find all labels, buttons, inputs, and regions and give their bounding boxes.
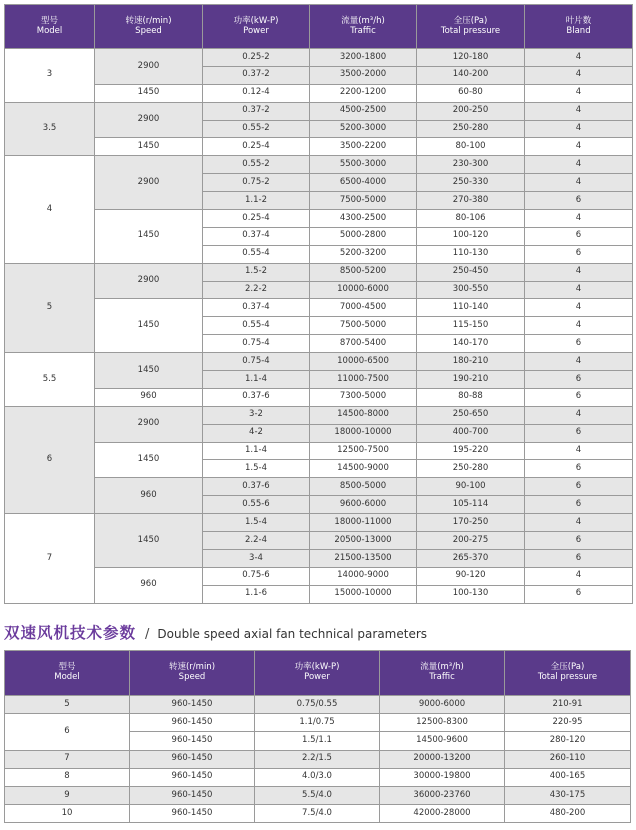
- header-en: Bland: [566, 25, 591, 36]
- power-cell: 1.1-4: [203, 442, 310, 460]
- power-cell: 0.55-2: [203, 156, 310, 174]
- header-cn: 功率(kW-P): [233, 15, 279, 26]
- power-cell: 0.37-6: [203, 388, 310, 406]
- pressure-cell: 480-200: [505, 805, 631, 823]
- header-power: [203, 5, 310, 49]
- speed-cell: 2900: [95, 49, 203, 85]
- speed-cell: 1450: [95, 514, 203, 568]
- speed-cell: 2900: [95, 406, 203, 442]
- model-cell: 8: [5, 768, 130, 786]
- pressure-cell: 220-95: [505, 714, 631, 732]
- header-cn: 流量(m³/h): [341, 15, 385, 26]
- header-power: [255, 651, 380, 696]
- table-row: [5, 406, 633, 424]
- power-cell: 0.55-2: [203, 120, 310, 138]
- traffic-cell: 7000-4500: [310, 299, 417, 317]
- pressure-cell: 250-650: [417, 406, 525, 424]
- header-en: Power: [304, 672, 330, 682]
- power-cell: 2.2/1.5: [255, 750, 380, 768]
- single-speed-spec-table: [4, 4, 633, 604]
- header-cn: 功率(kW-P): [294, 662, 340, 673]
- blades-cell: 6: [525, 227, 633, 245]
- traffic-cell: 9600-6000: [310, 496, 417, 514]
- blades-cell: 4: [525, 567, 633, 585]
- blades-cell: 6: [525, 424, 633, 442]
- power-cell: 0.55-6: [203, 496, 310, 514]
- table-row: [5, 353, 633, 371]
- traffic-cell: 4500-2500: [310, 102, 417, 120]
- traffic-cell: 7300-5000: [310, 388, 417, 406]
- power-cell: 0.25-4: [203, 210, 310, 228]
- traffic-cell: 30000-19800: [380, 768, 505, 786]
- traffic-cell: 15000-10000: [310, 585, 417, 603]
- power-cell: 0.75-2: [203, 174, 310, 192]
- model-cell: 5: [5, 263, 95, 352]
- model-cell: 7: [5, 514, 95, 603]
- pressure-cell: 190-210: [417, 371, 525, 389]
- table-row: [5, 442, 633, 460]
- header-traffic: [310, 5, 417, 49]
- power-cell: 4-2: [203, 424, 310, 442]
- header-cn: 型号: [40, 15, 58, 26]
- pressure-cell: 60-80: [417, 84, 525, 102]
- traffic-cell: 21500-13500: [310, 549, 417, 567]
- speed-cell: 960-1450: [130, 696, 255, 714]
- traffic-cell: 8500-5000: [310, 478, 417, 496]
- table-row: [5, 263, 633, 281]
- section-title: [4, 621, 427, 645]
- traffic-cell: 3500-2200: [310, 138, 417, 156]
- power-cell: 0.75-4: [203, 335, 310, 353]
- traffic-cell: 8700-5400: [310, 335, 417, 353]
- model-cell: 5: [5, 696, 130, 714]
- pressure-cell: 90-120: [417, 567, 525, 585]
- traffic-cell: 5200-3000: [310, 120, 417, 138]
- power-cell: 1.1-4: [203, 371, 310, 389]
- power-cell: 1.5/1.1: [255, 732, 380, 750]
- blades-cell: 4: [525, 263, 633, 281]
- power-cell: 4.0/3.0: [255, 768, 380, 786]
- table-row: [5, 750, 631, 768]
- pressure-cell: 100-120: [417, 227, 525, 245]
- header-en: Model: [36, 25, 63, 36]
- table-row: [5, 478, 633, 496]
- power-cell: 1.1-2: [203, 192, 310, 210]
- blades-cell: 6: [525, 585, 633, 603]
- model-cell: 10: [5, 805, 130, 823]
- double-speed-table-body: [5, 696, 631, 823]
- pressure-cell: 140-170: [417, 335, 525, 353]
- speed-cell: 1450: [95, 299, 203, 353]
- header-total-pressure: [417, 5, 525, 49]
- single-speed-table-body: [5, 49, 633, 604]
- power-cell: 1.1/0.75: [255, 714, 380, 732]
- model-cell: 3: [5, 49, 95, 103]
- speed-cell: 960: [95, 478, 203, 514]
- pressure-cell: 250-450: [417, 263, 525, 281]
- blades-cell: 6: [525, 549, 633, 567]
- header-en: Model: [54, 672, 80, 682]
- table-row: [5, 696, 631, 714]
- traffic-cell: 6500-4000: [310, 174, 417, 192]
- traffic-cell: 18000-11000: [310, 514, 417, 532]
- traffic-cell: 42000-28000: [380, 805, 505, 823]
- blades-cell: 4: [525, 317, 633, 335]
- pressure-cell: 250-330: [417, 174, 525, 192]
- pressure-cell: 250-280: [417, 120, 525, 138]
- traffic-cell: 11000-7500: [310, 371, 417, 389]
- blades-cell: 6: [525, 496, 633, 514]
- blades-cell: 4: [525, 66, 633, 84]
- speed-cell: 960-1450: [130, 714, 255, 732]
- pressure-cell: 210-91: [505, 696, 631, 714]
- traffic-cell: 4300-2500: [310, 210, 417, 228]
- power-cell: 0.25-2: [203, 49, 310, 67]
- traffic-cell: 9000-6000: [380, 696, 505, 714]
- speed-cell: 960-1450: [130, 805, 255, 823]
- pressure-cell: 280-120: [505, 732, 631, 750]
- table-row: [5, 49, 633, 67]
- traffic-cell: 36000-23760: [380, 786, 505, 804]
- speed-cell: 2900: [95, 156, 203, 210]
- power-cell: 0.37-2: [203, 102, 310, 120]
- pressure-cell: 200-250: [417, 102, 525, 120]
- header-en: Total pressure: [440, 25, 501, 36]
- blades-cell: 6: [525, 460, 633, 478]
- speed-cell: 1450: [95, 210, 203, 264]
- pressure-cell: 400-700: [417, 424, 525, 442]
- pressure-cell: 80-100: [417, 138, 525, 156]
- pressure-cell: 230-300: [417, 156, 525, 174]
- table-row: [5, 138, 633, 156]
- table-row: [5, 299, 633, 317]
- pressure-cell: 120-180: [417, 49, 525, 67]
- speed-cell: 960: [95, 567, 203, 603]
- power-cell: 0.55-4: [203, 317, 310, 335]
- speed-cell: 960-1450: [130, 750, 255, 768]
- speed-cell: 1450: [95, 442, 203, 478]
- blades-cell: 4: [525, 210, 633, 228]
- traffic-cell: 7500-5000: [310, 317, 417, 335]
- header-cn: 全压(Pa): [550, 662, 585, 673]
- section-title-en: Double speed axial fan technical parameters: [157, 627, 428, 641]
- blades-cell: 6: [525, 478, 633, 496]
- header-en: Power: [243, 25, 269, 36]
- power-cell: 0.75/0.55: [255, 696, 380, 714]
- blades-cell: 6: [525, 192, 633, 210]
- speed-cell: 960-1450: [130, 786, 255, 804]
- pressure-cell: 110-130: [417, 245, 525, 263]
- pressure-cell: 200-275: [417, 532, 525, 550]
- blades-cell: 6: [525, 532, 633, 550]
- blades-cell: 6: [525, 335, 633, 353]
- pressure-cell: 250-280: [417, 460, 525, 478]
- header-cn: 转速(r/min): [125, 15, 172, 26]
- traffic-cell: 5200-3200: [310, 245, 417, 263]
- blades-cell: 4: [525, 138, 633, 156]
- traffic-cell: 14500-9600: [380, 732, 505, 750]
- blades-cell: 4: [525, 442, 633, 460]
- traffic-cell: 3200-1800: [310, 49, 417, 67]
- pressure-cell: 270-380: [417, 192, 525, 210]
- power-cell: 0.37-2: [203, 66, 310, 84]
- header-speed: [95, 5, 203, 49]
- pressure-cell: 80-88: [417, 388, 525, 406]
- traffic-cell: 14000-9000: [310, 567, 417, 585]
- header-model: [5, 5, 95, 49]
- traffic-cell: 20000-13200: [380, 750, 505, 768]
- header-en: Total pressure: [537, 672, 598, 682]
- table-row: [5, 768, 631, 786]
- power-cell: 0.37-4: [203, 227, 310, 245]
- pressure-cell: 140-200: [417, 66, 525, 84]
- traffic-cell: 7500-5000: [310, 192, 417, 210]
- blades-cell: 4: [525, 406, 633, 424]
- blades-cell: 4: [525, 120, 633, 138]
- header-blades: [525, 5, 633, 49]
- blades-cell: 6: [525, 371, 633, 389]
- pressure-cell: 260-110: [505, 750, 631, 768]
- power-cell: 5.5/4.0: [255, 786, 380, 804]
- table-row: [5, 714, 631, 732]
- header-en: Traffic: [429, 672, 455, 682]
- speed-cell: 960: [95, 388, 203, 406]
- pressure-cell: 110-140: [417, 299, 525, 317]
- header-en: Traffic: [350, 25, 376, 36]
- pressure-cell: 100-130: [417, 585, 525, 603]
- power-cell: 1.5-4: [203, 460, 310, 478]
- table-header-row: [5, 5, 633, 49]
- traffic-cell: 5000-2800: [310, 227, 417, 245]
- traffic-cell: 12500-8300: [380, 714, 505, 732]
- section-title-cn: 双速风机技术参数: [4, 624, 137, 642]
- blades-cell: 4: [525, 49, 633, 67]
- power-cell: 1.5-4: [203, 514, 310, 532]
- header-cn: 型号: [58, 662, 76, 673]
- traffic-cell: 18000-10000: [310, 424, 417, 442]
- blades-cell: 4: [525, 84, 633, 102]
- power-cell: 3-4: [203, 549, 310, 567]
- table-row: [5, 210, 633, 228]
- power-cell: 1.5-2: [203, 263, 310, 281]
- traffic-cell: 2200-1200: [310, 84, 417, 102]
- pressure-cell: 180-210: [417, 353, 525, 371]
- table-row: [5, 805, 631, 823]
- pressure-cell: 105-114: [417, 496, 525, 514]
- table-row: [5, 786, 631, 804]
- section-title-separator: /: [145, 627, 150, 642]
- power-cell: 0.55-4: [203, 245, 310, 263]
- header-cn: 全压(Pa): [453, 15, 488, 26]
- pressure-cell: 80-106: [417, 210, 525, 228]
- table-row: [5, 388, 633, 406]
- power-cell: 0.37-4: [203, 299, 310, 317]
- speed-cell: 2900: [95, 263, 203, 299]
- model-cell: 9: [5, 786, 130, 804]
- pressure-cell: 265-370: [417, 549, 525, 567]
- power-cell: 3-2: [203, 406, 310, 424]
- header-traffic: [380, 651, 505, 696]
- table-row: [5, 514, 633, 532]
- pressure-cell: 300-550: [417, 281, 525, 299]
- header-cn: 转速(r/min): [168, 662, 216, 673]
- blades-cell: 4: [525, 281, 633, 299]
- table-header-row: [5, 651, 631, 696]
- traffic-cell: 10000-6000: [310, 281, 417, 299]
- power-cell: 0.75-4: [203, 353, 310, 371]
- model-cell: 7: [5, 750, 130, 768]
- blades-cell: 4: [525, 174, 633, 192]
- pressure-cell: 195-220: [417, 442, 525, 460]
- header-speed: [130, 651, 255, 696]
- blades-cell: 6: [525, 245, 633, 263]
- table-row: [5, 84, 633, 102]
- model-cell: 6: [5, 406, 95, 513]
- speed-cell: 2900: [95, 102, 203, 138]
- header-en: Speed: [135, 25, 162, 36]
- power-cell: 2.2-4: [203, 532, 310, 550]
- header-en: Speed: [178, 672, 206, 682]
- power-cell: 2.2-2: [203, 281, 310, 299]
- power-cell: 0.37-6: [203, 478, 310, 496]
- speed-cell: 1450: [95, 353, 203, 389]
- power-cell: 0.25-4: [203, 138, 310, 156]
- blades-cell: 4: [525, 299, 633, 317]
- model-cell: 6: [5, 714, 130, 750]
- traffic-cell: 20500-13000: [310, 532, 417, 550]
- power-cell: 0.75-6: [203, 567, 310, 585]
- model-cell: 3.5: [5, 102, 95, 156]
- traffic-cell: 14500-8000: [310, 406, 417, 424]
- header-total-pressure: [505, 651, 631, 696]
- traffic-cell: 14500-9000: [310, 460, 417, 478]
- traffic-cell: 5500-3000: [310, 156, 417, 174]
- power-cell: 7.5/4.0: [255, 805, 380, 823]
- pressure-cell: 430-175: [505, 786, 631, 804]
- speed-cell: 1450: [95, 84, 203, 102]
- table-row: [5, 156, 633, 174]
- model-cell: 5.5: [5, 353, 95, 407]
- header-model: [5, 651, 130, 696]
- traffic-cell: 12500-7500: [310, 442, 417, 460]
- double-speed-spec-table: [4, 650, 631, 823]
- blades-cell: 6: [525, 388, 633, 406]
- table-row: [5, 102, 633, 120]
- model-cell: 4: [5, 156, 95, 263]
- power-cell: 1.1-6: [203, 585, 310, 603]
- pressure-cell: 400-165: [505, 768, 631, 786]
- blades-cell: 4: [525, 353, 633, 371]
- speed-cell: 960-1450: [130, 768, 255, 786]
- header-cn: 叶片数: [565, 15, 592, 26]
- blades-cell: 4: [525, 514, 633, 532]
- speed-cell: 960-1450: [130, 732, 255, 750]
- pressure-cell: 115-150: [417, 317, 525, 335]
- header-cn: 流量(m³/h): [420, 662, 464, 673]
- pressure-cell: 90-100: [417, 478, 525, 496]
- traffic-cell: 8500-5200: [310, 263, 417, 281]
- blades-cell: 4: [525, 156, 633, 174]
- traffic-cell: 10000-6500: [310, 353, 417, 371]
- pressure-cell: 170-250: [417, 514, 525, 532]
- table-row: [5, 567, 633, 585]
- speed-cell: 1450: [95, 138, 203, 156]
- blades-cell: 4: [525, 102, 633, 120]
- power-cell: 0.12-4: [203, 84, 310, 102]
- traffic-cell: 3500-2000: [310, 66, 417, 84]
